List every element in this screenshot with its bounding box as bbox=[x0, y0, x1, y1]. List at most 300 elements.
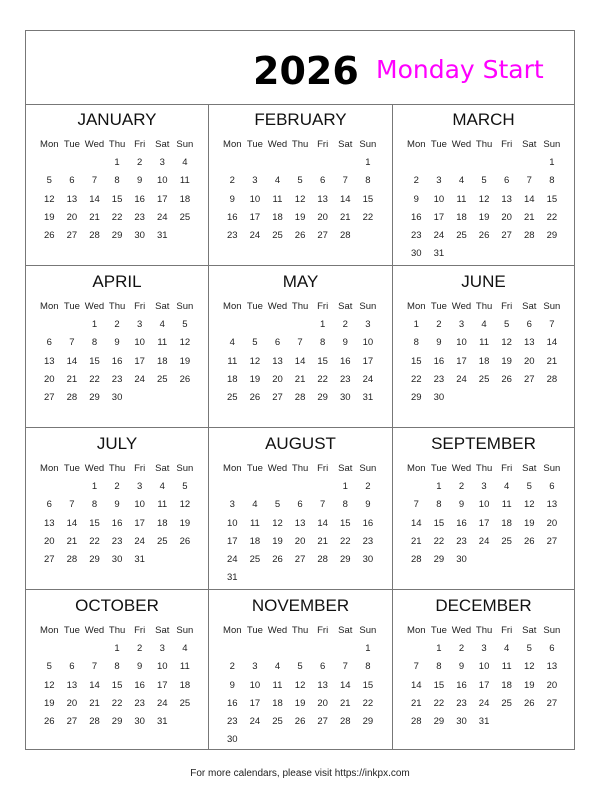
month-days-table bbox=[221, 136, 392, 245]
day-cell: 23 bbox=[411, 229, 422, 241]
day-cell: 17 bbox=[478, 679, 490, 691]
day-cell: 1 bbox=[413, 319, 419, 331]
day-cell: 5 bbox=[297, 661, 303, 673]
day-cell: 9 bbox=[137, 175, 143, 187]
month-october bbox=[26, 590, 209, 749]
weekday-header: Fri bbox=[317, 625, 329, 636]
day-cell: 3 bbox=[436, 175, 442, 187]
day-cell: 21 bbox=[523, 211, 535, 223]
weekday-header: Wed bbox=[267, 301, 288, 312]
empty-day bbox=[83, 154, 106, 172]
day-cell: 4 bbox=[274, 175, 281, 187]
day-cell: 24 bbox=[433, 229, 445, 241]
day-cell: 16 bbox=[111, 355, 123, 367]
month-days-table bbox=[221, 298, 392, 407]
day-cell: 21 bbox=[546, 355, 558, 367]
day-cell: 2 bbox=[114, 481, 120, 493]
empty-day bbox=[221, 478, 244, 496]
day-cell: 12 bbox=[179, 499, 191, 511]
weekday-header: Mon bbox=[407, 139, 426, 150]
month-name: MAY bbox=[282, 272, 319, 291]
day-cell: 2 bbox=[365, 481, 371, 493]
day-cell: 5 bbox=[504, 319, 510, 331]
day-cell: 8 bbox=[365, 661, 371, 673]
day-cell: 12 bbox=[44, 679, 55, 691]
day-cell: 15 bbox=[411, 355, 422, 367]
day-cell: 16 bbox=[456, 517, 467, 529]
empty-day bbox=[244, 640, 267, 658]
day-cell: 4 bbox=[481, 319, 487, 331]
day-cell: 20 bbox=[66, 211, 78, 223]
weekday-header: Fri bbox=[317, 139, 329, 150]
weekday-header: Wed bbox=[267, 625, 288, 636]
day-cell: 23 bbox=[134, 697, 145, 709]
day-cell: 11 bbox=[456, 193, 467, 205]
day-cell: 3 bbox=[229, 499, 235, 511]
day-cell: 26 bbox=[478, 229, 490, 241]
day-cell: 23 bbox=[111, 535, 123, 547]
day-cell: 19 bbox=[44, 211, 55, 223]
weekday-header: Mon bbox=[40, 625, 59, 636]
weekday-header: Mon bbox=[407, 463, 426, 474]
day-cell: 31 bbox=[227, 572, 238, 584]
month-days-table bbox=[405, 622, 574, 731]
day-cell: 10 bbox=[362, 337, 374, 349]
day-cell: 26 bbox=[44, 715, 55, 727]
month-name: APRIL bbox=[92, 272, 142, 291]
day-cell: 17 bbox=[433, 211, 445, 223]
day-cell: 11 bbox=[501, 661, 512, 673]
day-cell: 25 bbox=[156, 535, 168, 547]
day-cell: 12 bbox=[294, 679, 306, 691]
day-cell: 28 bbox=[89, 715, 100, 727]
day-cell: 15 bbox=[362, 679, 374, 691]
day-cell: 30 bbox=[134, 715, 145, 727]
day-cell: 31 bbox=[362, 391, 374, 403]
day-cell: 9 bbox=[137, 661, 143, 673]
day-cell: 19 bbox=[179, 517, 191, 529]
day-cell: 14 bbox=[339, 679, 351, 691]
day-cell: 27 bbox=[66, 229, 78, 241]
day-cell: 21 bbox=[66, 535, 78, 547]
day-cell: 25 bbox=[249, 553, 261, 565]
weekday-header: Wed bbox=[84, 139, 105, 150]
day-cell: 2 bbox=[114, 319, 120, 331]
day-cell: 2 bbox=[436, 319, 442, 331]
day-cell: 21 bbox=[66, 373, 78, 385]
weekday-header: Sun bbox=[543, 463, 561, 474]
weekday-header: Wed bbox=[451, 463, 472, 474]
day-cell: 21 bbox=[317, 535, 328, 547]
day-cell: 25 bbox=[478, 373, 490, 385]
day-cell: 30 bbox=[433, 391, 445, 403]
day-cell: 16 bbox=[339, 355, 351, 367]
day-cell: 22 bbox=[433, 697, 445, 709]
weekday-header: Wed bbox=[267, 139, 288, 150]
day-cell: 24 bbox=[362, 373, 374, 385]
month-august bbox=[209, 428, 393, 590]
day-cell: 15 bbox=[433, 679, 445, 691]
day-cell: 29 bbox=[89, 391, 100, 403]
day-cell: 11 bbox=[272, 193, 283, 205]
weekday-header: Thu bbox=[475, 625, 493, 636]
day-cell: 5 bbox=[46, 661, 52, 673]
day-cell: 22 bbox=[362, 697, 374, 709]
day-cell: 27 bbox=[317, 715, 328, 727]
day-cell: 28 bbox=[89, 229, 100, 241]
day-cell: 12 bbox=[501, 337, 512, 349]
day-cell: 15 bbox=[546, 193, 558, 205]
day-cell: 21 bbox=[339, 211, 351, 223]
day-cell: 11 bbox=[501, 499, 512, 511]
day-cell: 6 bbox=[320, 175, 326, 187]
day-cell: 17 bbox=[249, 697, 261, 709]
day-cell: 7 bbox=[320, 499, 326, 511]
day-cell: 14 bbox=[294, 355, 306, 367]
day-cell: 9 bbox=[229, 193, 235, 205]
weekday-header: Wed bbox=[84, 625, 105, 636]
day-cell: 23 bbox=[227, 715, 238, 727]
day-cell: 10 bbox=[456, 337, 467, 349]
day-cell: 9 bbox=[458, 499, 465, 511]
day-cell: 1 bbox=[436, 481, 442, 493]
day-cell: 16 bbox=[134, 193, 145, 205]
empty-day bbox=[450, 154, 473, 172]
day-cell: 24 bbox=[156, 697, 168, 709]
day-cell: 19 bbox=[478, 211, 490, 223]
empty-day bbox=[289, 478, 312, 496]
day-cell: 18 bbox=[227, 373, 238, 385]
day-cell: 16 bbox=[134, 679, 145, 691]
day-cell: 19 bbox=[44, 697, 55, 709]
day-cell: 1 bbox=[114, 157, 120, 169]
weekday-header: Fri bbox=[317, 301, 329, 312]
empty-day bbox=[495, 154, 518, 172]
day-cell: 4 bbox=[182, 643, 188, 655]
weekday-header: Fri bbox=[501, 463, 513, 474]
weekday-header: Sat bbox=[522, 139, 537, 150]
year-title: 2026 bbox=[253, 49, 359, 93]
weekday-header: Sun bbox=[359, 463, 377, 474]
day-cell: 27 bbox=[501, 229, 512, 241]
day-cell: 12 bbox=[179, 337, 191, 349]
day-cell: 24 bbox=[134, 373, 145, 385]
weekday-header: Fri bbox=[134, 625, 146, 636]
day-cell: 12 bbox=[294, 193, 306, 205]
weekday-header: Mon bbox=[40, 301, 59, 312]
day-cell: 31 bbox=[433, 248, 445, 260]
empty-day bbox=[266, 640, 289, 658]
footer-note: For more calendars, please visit https://inkpx.com bbox=[190, 768, 410, 779]
day-cell: 8 bbox=[91, 337, 98, 349]
day-cell: 23 bbox=[134, 211, 145, 223]
month-september bbox=[393, 428, 574, 590]
day-cell: 11 bbox=[179, 661, 190, 673]
day-cell: 29 bbox=[317, 391, 328, 403]
day-cell: 15 bbox=[111, 193, 123, 205]
day-cell: 24 bbox=[227, 553, 238, 565]
empty-day bbox=[244, 316, 267, 334]
weekday-header: Mon bbox=[223, 625, 242, 636]
day-cell: 13 bbox=[66, 679, 78, 691]
day-cell: 8 bbox=[91, 499, 98, 511]
week-start-label: Monday Start bbox=[376, 55, 544, 84]
day-cell: 11 bbox=[272, 679, 283, 691]
weekday-header: Sun bbox=[543, 301, 561, 312]
day-cell: 14 bbox=[411, 679, 422, 691]
day-cell: 3 bbox=[481, 481, 487, 493]
weekday-header: Thu bbox=[291, 301, 309, 312]
weekday-header: Sun bbox=[176, 463, 194, 474]
weekday-header: Thu bbox=[475, 463, 493, 474]
day-cell: 12 bbox=[478, 193, 490, 205]
month-name: OCTOBER bbox=[75, 596, 159, 615]
day-cell: 20 bbox=[317, 697, 328, 709]
weekday-header: Sat bbox=[155, 301, 170, 312]
day-cell: 14 bbox=[546, 337, 558, 349]
day-cell: 27 bbox=[523, 373, 535, 385]
day-cell: 6 bbox=[297, 499, 303, 511]
day-cell: 11 bbox=[157, 499, 168, 511]
day-cell: 19 bbox=[294, 211, 306, 223]
day-cell: 29 bbox=[362, 715, 374, 727]
day-cell: 5 bbox=[182, 481, 188, 493]
weekday-header: Sun bbox=[176, 139, 194, 150]
month-april bbox=[26, 266, 209, 428]
day-cell: 6 bbox=[320, 661, 326, 673]
day-cell: 18 bbox=[456, 211, 467, 223]
day-cell: 28 bbox=[294, 391, 306, 403]
day-cell: 13 bbox=[294, 517, 306, 529]
day-cell: 23 bbox=[339, 373, 351, 385]
day-cell: 8 bbox=[114, 175, 120, 187]
day-cell: 25 bbox=[179, 211, 191, 223]
day-cell: 15 bbox=[111, 679, 123, 691]
empty-day bbox=[244, 154, 267, 172]
month-july bbox=[26, 428, 209, 590]
day-cell: 18 bbox=[501, 679, 512, 691]
weekday-header: Mon bbox=[407, 301, 426, 312]
day-cell: 27 bbox=[546, 535, 558, 547]
calendar-header bbox=[26, 31, 574, 105]
day-cell: 13 bbox=[546, 499, 558, 511]
empty-day bbox=[221, 640, 244, 658]
day-cell: 2 bbox=[137, 157, 143, 169]
day-cell: 10 bbox=[478, 661, 490, 673]
weekday-header: Wed bbox=[84, 301, 105, 312]
day-cell: 15 bbox=[362, 193, 374, 205]
day-cell: 31 bbox=[156, 715, 168, 727]
empty-day bbox=[334, 640, 357, 658]
day-cell: 30 bbox=[339, 391, 351, 403]
day-cell: 17 bbox=[362, 355, 374, 367]
day-cell: 26 bbox=[523, 697, 535, 709]
day-cell: 20 bbox=[546, 517, 558, 529]
day-cell: 22 bbox=[339, 535, 351, 547]
day-cell: 11 bbox=[179, 175, 190, 187]
weekday-header: Tue bbox=[430, 625, 447, 636]
day-cell: 8 bbox=[365, 175, 371, 187]
day-cell: 18 bbox=[179, 193, 191, 205]
day-cell: 28 bbox=[317, 553, 328, 565]
month-november bbox=[209, 590, 393, 749]
day-cell: 22 bbox=[433, 535, 445, 547]
empty-day bbox=[334, 154, 357, 172]
day-cell: 20 bbox=[44, 373, 55, 385]
month-name: JANUARY bbox=[77, 110, 157, 129]
day-cell: 5 bbox=[274, 499, 281, 511]
day-cell: 25 bbox=[501, 535, 512, 547]
weekday-header: Thu bbox=[475, 301, 493, 312]
day-cell: 12 bbox=[249, 355, 261, 367]
day-cell: 25 bbox=[501, 697, 512, 709]
month-name: NOVEMBER bbox=[251, 596, 350, 615]
weekday-header: Sun bbox=[359, 625, 377, 636]
month-name: DECEMBER bbox=[435, 596, 532, 615]
months-grid bbox=[26, 104, 574, 749]
weekday-header: Tue bbox=[63, 301, 80, 312]
empty-day bbox=[405, 640, 428, 658]
day-cell: 28 bbox=[411, 715, 422, 727]
day-cell: 5 bbox=[297, 175, 303, 187]
day-cell: 26 bbox=[44, 229, 55, 241]
month-name: SEPTEMBER bbox=[431, 434, 536, 453]
day-cell: 17 bbox=[456, 355, 467, 367]
day-cell: 20 bbox=[546, 679, 558, 691]
day-cell: 6 bbox=[46, 499, 52, 511]
day-cell: 20 bbox=[317, 211, 328, 223]
day-cell: 4 bbox=[252, 499, 258, 511]
day-cell: 5 bbox=[46, 175, 52, 187]
day-cell: 3 bbox=[159, 157, 165, 169]
day-cell: 1 bbox=[91, 319, 98, 331]
day-cell: 25 bbox=[227, 391, 238, 403]
weekday-header: Fri bbox=[134, 139, 146, 150]
day-cell: 1 bbox=[436, 643, 442, 655]
day-cell: 27 bbox=[66, 715, 78, 727]
day-cell: 30 bbox=[456, 715, 467, 727]
day-cell: 15 bbox=[317, 355, 328, 367]
day-cell: 6 bbox=[69, 175, 75, 187]
weekday-header: Thu bbox=[108, 139, 126, 150]
weekday-header: Sun bbox=[176, 625, 194, 636]
weekday-header: Thu bbox=[291, 139, 309, 150]
day-cell: 31 bbox=[478, 715, 490, 727]
day-cell: 8 bbox=[342, 499, 348, 511]
day-cell: 17 bbox=[156, 679, 168, 691]
day-cell: 23 bbox=[433, 373, 445, 385]
day-cell: 3 bbox=[159, 643, 165, 655]
day-cell: 20 bbox=[272, 373, 283, 385]
day-cell: 5 bbox=[182, 319, 188, 331]
day-cell: 8 bbox=[114, 661, 120, 673]
day-cell: 7 bbox=[549, 319, 555, 331]
day-cell: 9 bbox=[114, 499, 120, 511]
empty-day bbox=[289, 640, 312, 658]
day-cell: 5 bbox=[252, 337, 258, 349]
empty-day bbox=[244, 478, 267, 496]
empty-day bbox=[266, 316, 289, 334]
weekday-header: Tue bbox=[246, 301, 263, 312]
day-cell: 10 bbox=[156, 175, 168, 187]
weekday-header: Thu bbox=[291, 463, 309, 474]
day-cell: 9 bbox=[413, 193, 419, 205]
day-cell: 27 bbox=[272, 391, 283, 403]
day-cell: 1 bbox=[114, 643, 120, 655]
month-days-table bbox=[405, 460, 574, 569]
empty-day bbox=[38, 640, 61, 658]
weekday-header: Sat bbox=[522, 463, 537, 474]
day-cell: 10 bbox=[249, 193, 261, 205]
day-cell: 3 bbox=[137, 481, 143, 493]
day-cell: 19 bbox=[523, 517, 535, 529]
day-cell: 5 bbox=[526, 643, 532, 655]
weekday-header: Thu bbox=[108, 625, 126, 636]
day-cell: 18 bbox=[156, 355, 168, 367]
day-cell: 24 bbox=[249, 229, 261, 241]
day-cell: 13 bbox=[501, 193, 512, 205]
day-cell: 13 bbox=[66, 193, 78, 205]
day-cell: 7 bbox=[91, 661, 98, 673]
empty-day bbox=[221, 154, 244, 172]
day-cell: 31 bbox=[134, 553, 145, 565]
day-cell: 22 bbox=[411, 373, 422, 385]
day-cell: 2 bbox=[413, 175, 419, 187]
weekday-header: Mon bbox=[223, 463, 242, 474]
day-cell: 13 bbox=[546, 661, 558, 673]
weekday-header: Sat bbox=[338, 301, 353, 312]
empty-day bbox=[518, 154, 541, 172]
day-cell: 21 bbox=[411, 535, 422, 547]
day-cell: 28 bbox=[66, 391, 78, 403]
day-cell: 24 bbox=[478, 697, 490, 709]
weekday-header: Fri bbox=[317, 463, 329, 474]
day-cell: 22 bbox=[317, 373, 328, 385]
day-cell: 29 bbox=[433, 715, 445, 727]
empty-day bbox=[61, 640, 84, 658]
weekday-header: Fri bbox=[501, 139, 513, 150]
day-cell: 3 bbox=[458, 319, 465, 331]
day-cell: 24 bbox=[478, 535, 490, 547]
month-january bbox=[26, 104, 209, 266]
empty-day bbox=[38, 154, 61, 172]
day-cell: 4 bbox=[504, 481, 510, 493]
day-cell: 24 bbox=[134, 535, 145, 547]
day-cell: 15 bbox=[339, 517, 351, 529]
day-cell: 10 bbox=[478, 499, 490, 511]
day-cell: 8 bbox=[320, 337, 326, 349]
weekday-header: Mon bbox=[407, 625, 426, 636]
day-cell: 7 bbox=[69, 499, 75, 511]
day-cell: 7 bbox=[413, 661, 419, 673]
day-cell: 30 bbox=[456, 553, 467, 565]
empty-day bbox=[289, 154, 312, 172]
day-cell: 21 bbox=[294, 373, 306, 385]
empty-day bbox=[61, 478, 84, 496]
day-cell: 27 bbox=[317, 229, 328, 241]
weekday-header: Tue bbox=[63, 625, 80, 636]
empty-day bbox=[266, 478, 289, 496]
weekday-header: Sun bbox=[359, 301, 377, 312]
day-cell: 31 bbox=[156, 229, 168, 241]
weekday-header: Sat bbox=[338, 139, 353, 150]
day-cell: 4 bbox=[274, 661, 281, 673]
month-name: JUNE bbox=[461, 272, 506, 291]
day-cell: 22 bbox=[89, 373, 100, 385]
day-cell: 10 bbox=[134, 499, 145, 511]
day-cell: 15 bbox=[89, 355, 100, 367]
day-cell: 6 bbox=[549, 481, 555, 493]
